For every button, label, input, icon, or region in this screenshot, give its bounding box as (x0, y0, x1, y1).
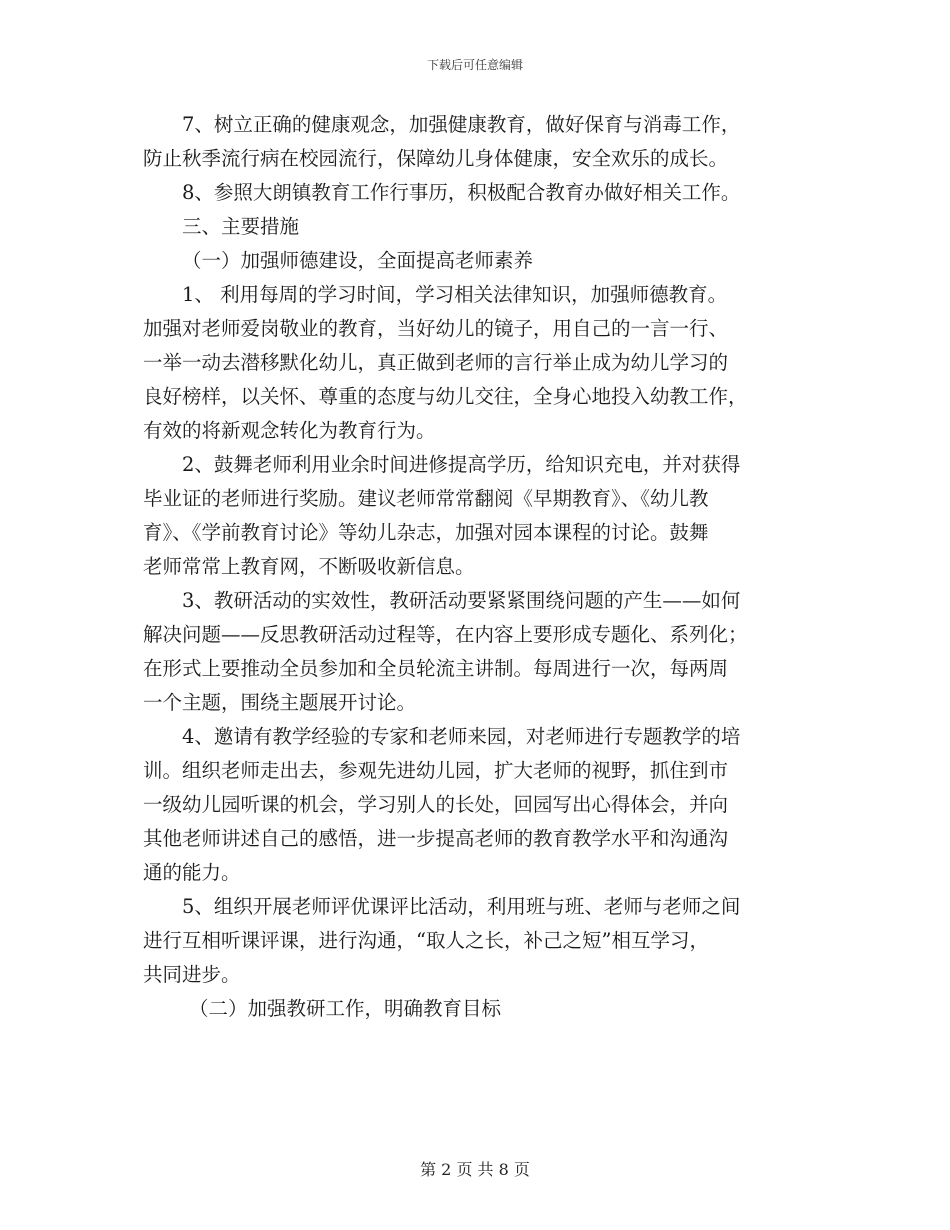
text-line: 解决问题——反思教研活动过程等，在内容上要形成专题化、系列化； (143, 623, 748, 646)
text-line: 2、鼓舞老师利用业余时间进修提高学历，给知识充电，并对获得 (182, 453, 741, 476)
text-line: 育》、《学前教育讨论》等幼儿杂志，加强对园本课程的讨论。鼓舞 (143, 521, 709, 544)
document-body (143, 108, 813, 1026)
text-line: 5、组织开展老师评优课评比活动，利用班与班、老师与老师之间 (182, 895, 741, 918)
text-line: 有效的将新观念转化为教育行为。 (143, 419, 436, 442)
text-line: 加强对老师爱岗敬业的教育，当好幼儿的镜子，用自己的一言一行、 (143, 317, 729, 340)
text-line: 防止秋季流行病在校园流行，保障幼儿身体健康，安全欢乐的成长。 (143, 147, 729, 170)
text-line: 3、教研活动的实效性，教研活动要紧紧围绕问题的产生——如何 (182, 589, 741, 612)
text-line: 老师常常上教育网，不断吸收新信息。 (143, 555, 475, 578)
subsection-heading: （二）加强教研工作，明确教育目标 (189, 997, 502, 1020)
text-line: 其他老师讲述自己的感悟，进一步提高老师的教育教学水平和沟通沟 (143, 827, 729, 850)
text-line: 毕业证的老师进行奖励。建议老师常常翻阅《早期教育》、《幼儿教 (143, 487, 709, 510)
text-line: 在形式上要推动全员参加和全员轮流主讲制。每周进行一次，每两周 (143, 657, 729, 680)
text-line: 共同进步。 (143, 963, 241, 986)
text-line: 进行互相听课评课，进行沟通，“取人之长，补己之短”相互学习， (143, 929, 709, 952)
text-line: 一个主题，围绕主题展开讨论。 (143, 691, 417, 714)
text-line: 4、邀请有教学经验的专家和老师来园，对老师进行专题教学的培 (182, 725, 741, 748)
text-line: 一级幼儿园听课的机会，学习别人的长处，回园写出心得体会，并向 (143, 793, 729, 816)
subsection-heading: （一）加强师德建设，全面提高老师素养 (182, 249, 534, 272)
text-line: 良好榜样，以关怀、尊重的态度与幼儿交往，全身心地投入幼教工作， (143, 385, 748, 408)
page-header: 下载后可任意编辑 (426, 58, 523, 72)
page-number: 第 2 页 共 8 页 (420, 1160, 530, 1179)
text-line: 7、树立正确的健康观念，加强健康教育，做好保育与消毒工作， (182, 113, 741, 136)
text-line: 训。组织老师走出去，参观先进幼儿园，扩大老师的视野，抓住到市 (143, 759, 729, 782)
section-heading: 三、主要措施 (182, 215, 300, 238)
text-line: 通的能力。 (143, 861, 241, 884)
text-line: 1、 利用每周的学习时间，学习相关法律知识，加强师德教育。 (182, 283, 728, 306)
text-line: 8、参照大朗镇教育工作行事历，积极配合教育办做好相关工作。 (182, 181, 741, 204)
text-line: 一举一动去潜移默化幼儿，真正做到老师的言行举止成为幼儿学习的 (143, 351, 729, 374)
